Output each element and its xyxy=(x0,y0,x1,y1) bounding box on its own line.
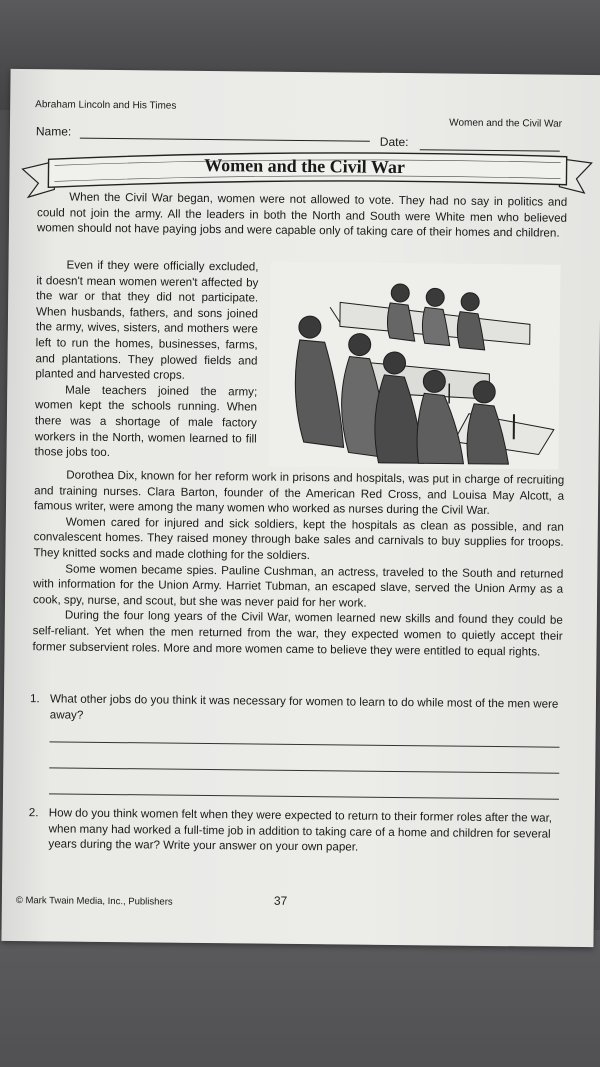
question-1-text: What other jobs do you think it was necessary for women to learn to do while most of the men were away? xyxy=(49,692,559,722)
paragraph-5: Women cared for injured and sick soldiers, kept the hospitals as clean as possible, and ran convalescent homes. They raised money through bake sales and carnivals to buy supplies for troops. They knitted socks and made clothing for the soldiers. xyxy=(33,515,564,563)
date-label: Date: xyxy=(379,134,409,150)
question-2 xyxy=(28,805,558,857)
paragraph-2: Even if they were officially excluded, it doesn't mean women weren't affected by the war or that they did not participate. When husbands, fathers, and sons joined the army, wives, sisters, and mothers were left to run the homes, businesses, farms, and plantations. They plowed fields and planted and harvested crops. xyxy=(35,258,259,382)
page-number: 37 xyxy=(273,893,288,908)
page-title: Women and the Civil War xyxy=(204,154,406,178)
fabric-background-bottom xyxy=(0,930,600,1067)
book-title: Abraham Lincoln and His Times xyxy=(35,99,177,112)
name-label: Name: xyxy=(35,124,72,139)
question-1 xyxy=(30,691,560,728)
question-2-text: How do you think women felt when they were expected to return to their former roles after the war, when many had worked a full-time job in addition to taking care of a home and children for several years during the war? Write your answer on your own paper. xyxy=(48,806,553,854)
intro-paragraph xyxy=(37,189,567,241)
section-title: Women and the Civil War xyxy=(449,117,563,130)
women-sewing-illustration xyxy=(268,262,560,470)
answer-line-2[interactable] xyxy=(49,767,559,773)
answer-line-3[interactable] xyxy=(49,793,559,799)
paragraph-intro: When the Civil War began, women were not allowed to vote. They had no say in politics and could not join the army. All the leaders in both the North and South were White men who believed women should not have paying jobs and were capable only of taking care of their homes and children. xyxy=(36,190,568,240)
question-1-number: 1. xyxy=(29,692,40,706)
worksheet-page xyxy=(1,69,600,947)
publisher-credit: © Mark Twain Media, Inc., Publishers xyxy=(15,895,173,908)
paragraph-3: Male teachers joined the army; women kept the schools running. When there was a shortage of male factory workers in the North, women learned to fill those jobs too. xyxy=(34,383,258,460)
paragraph-6: Some women became spies. Pauline Cushman, an actress, traveled to the South and returned with information for the Union Army. Harriet Tubman, an escaped slave, served the Union Army as a cook, spy, nurse, and scout, but she was never paid for her work. xyxy=(32,562,564,610)
paragraph-7: During the four long years of the Civil War, women learned new skills and found they could be self-reliant. Yet when the men returned from the war, they expected women to quietly accept their former subservient roles. More and more women came to believe they were entitled to equal rights. xyxy=(32,608,563,659)
paragraph-4: Dorothea Dix, known for her reform work in prisons and hospitals, was put in charge of recruiting and training nurses. Clara Barton, founder of the American Red Cross, and Louisa May Alcott, a famous writer, were among the many women who worked as nurses during the Civil War. xyxy=(33,468,565,518)
lower-paragraphs xyxy=(32,467,564,660)
answer-line-1[interactable] xyxy=(50,741,560,747)
left-column-text xyxy=(34,257,258,462)
question-2-number: 2. xyxy=(28,806,39,820)
